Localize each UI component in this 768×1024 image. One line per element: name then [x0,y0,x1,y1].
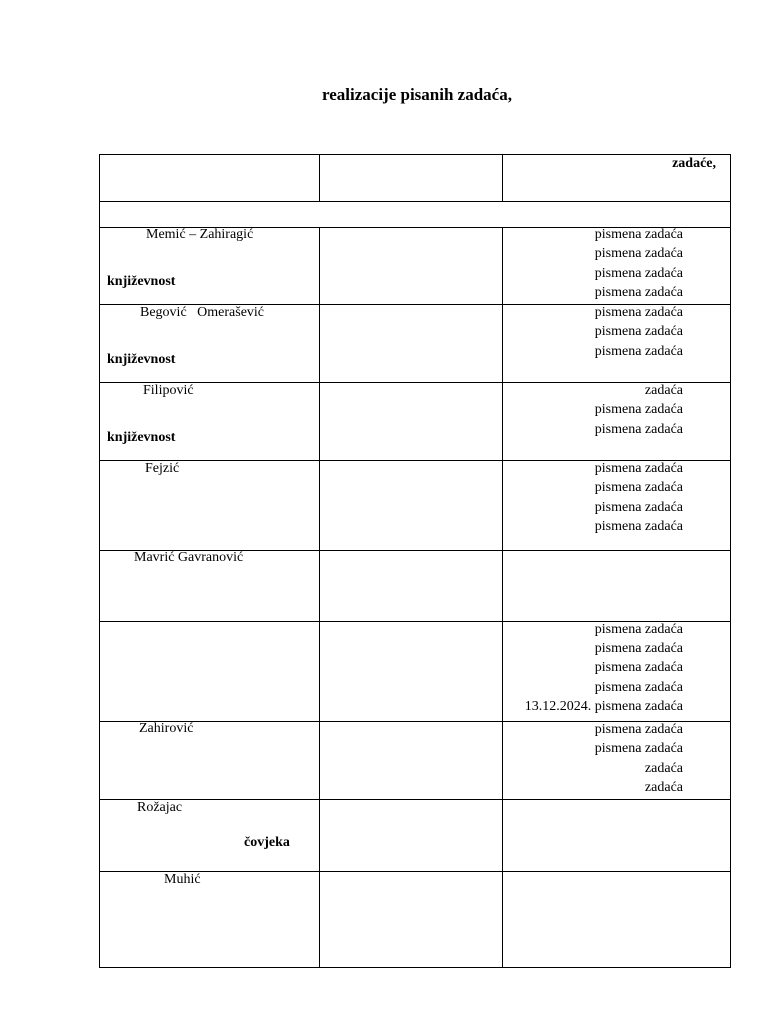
task-line: pismena zadaća [594,266,683,281]
task-line: pismena zadaća [594,641,683,656]
table-border-right [730,154,731,968]
task-line: pismena zadaća [594,519,683,534]
row-name: Muhić [164,872,201,887]
task-line: pismena zadaća [594,500,683,515]
row-name: Fejzić [145,461,180,476]
task-line: pismena zadaća [594,741,683,756]
column-divider [319,154,320,202]
row-name: Memić – Zahiragić [146,227,254,242]
task-line: pismena zadaća [594,402,683,417]
task-line: pismena zadaća [594,227,683,242]
task-line: zadaća [644,780,683,795]
table-border-top [99,154,731,155]
row-name: Filipović [143,383,194,398]
row-name: Begović Omerašević [140,305,265,320]
task-line: pismena zadaća [594,305,683,320]
header-col3-label: zadaće, [672,156,716,171]
task-line: pismena zadaća [594,680,683,695]
row-name: Rožajac [137,800,183,815]
task-line: pismena zadaća [594,246,683,261]
row-subject: čovjeka [244,835,290,850]
column-divider [502,227,503,968]
document-title: realizacije pisanih zadaća, [322,85,512,104]
task-line: zadaća [644,761,683,776]
column-divider [319,227,320,968]
task-line: pismena zadaća [594,480,683,495]
row-divider [99,201,731,202]
row-divider [99,382,731,383]
task-line: pismena zadaća [594,285,683,300]
task-line: pismena zadaća [594,344,683,359]
row-name: Zahirović [139,721,194,736]
table-border-left [99,154,100,968]
task-line: zadaća [644,383,683,398]
row-subject: književnost [107,430,176,445]
row-subject: književnost [107,352,176,367]
task-line: 13.12.2024. pismena zadaća [524,699,683,714]
row-divider [99,799,731,800]
task-line: pismena zadaća [594,622,683,637]
column-divider [502,154,503,202]
table-border-bottom [99,967,731,968]
task-line: pismena zadaća [594,461,683,476]
task-line: pismena zadaća [594,660,683,675]
task-line: pismena zadaća [594,324,683,339]
task-line: pismena zadaća [594,422,683,437]
task-line: pismena zadaća [594,722,683,737]
row-subject: književnost [107,274,176,289]
row-name: Mavrić Gavranović [134,550,244,565]
